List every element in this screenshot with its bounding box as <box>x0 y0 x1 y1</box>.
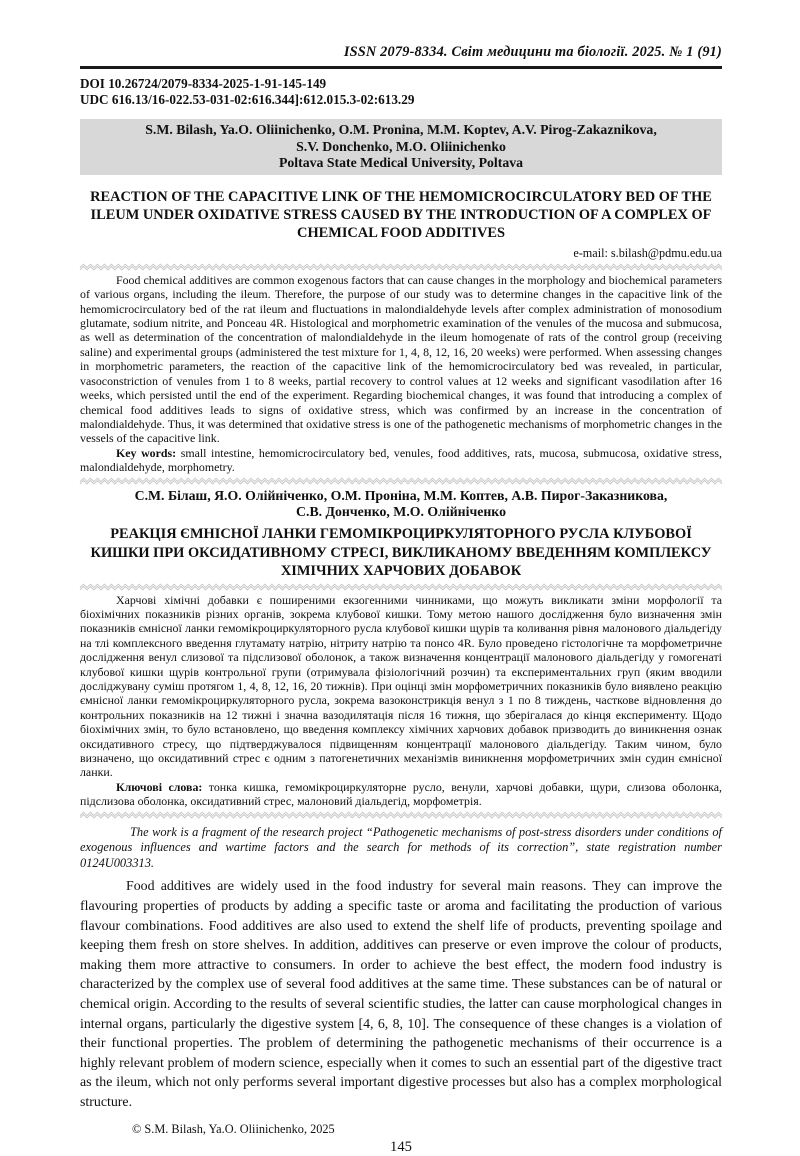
body-paragraph: Food additives are widely used in the food industry for several main reasons. They can improve the flavouring properties of products by adding a specific taste or aroma and facilitating the production of various flavour combinations. Food additives are also used to extend the shelf life of products, preventing spoilage and keeping them fresh on store shelves. In addition, additives can preserve or even improve the colour of products, making them more attractive to consumers. In order to achieve the best effect, the modern food industry is characterized by the complex use of several food additives at the same time. These substances can be of natural or chemical origin. According to the results of several scientific studies, the latter can cause morphological changes in internal organs, particularly the digestive system [4, 6, 8, 10]. The consequence of these changes is a violation of their functional properties. The problem of determining the pathogenetic mechanisms of their occurrence is a highly relevant problem of modern science, especially when it comes to such an essential part of the digestive tract as the ileum, which not only performs several important digestive processes but also has a complex morphological structure. <box>80 879 722 1110</box>
authors-ua-line1: С.М. Білаш, Я.О. Олійніченко, О.М. Проніна, М.М. Коптев, А.В. Пирог-Заказникова, <box>134 487 668 503</box>
article-title-ua: РЕАКЦІЯ ЄМНІСНОЇ ЛАНКИ ГЕМОМІКРОЦИРКУЛЯТОРНОГО РУСЛА КЛУБОВОЇ КИШКИ ПРИ ОКСИДАТИВНОМУ СТРЕСІ, ВИКЛИКАНОМУ ВВЕДЕННЯМ КОМПЛЕКСУ ХІМІЧНИХ ХАРЧОВИХ ДОБАВОК <box>90 526 712 580</box>
keywords-label-en: Key words: <box>116 445 177 460</box>
zigzag-divider <box>80 477 722 485</box>
page-number: 145 <box>390 1138 412 1155</box>
page-footer <box>80 1122 722 1156</box>
authors-block-en <box>80 119 722 174</box>
zigzag-divider <box>80 583 722 591</box>
copyright-line: © S.M. Bilash, Ya.O. Oliinichenko, 2025 <box>132 1121 335 1136</box>
abstract-ua: Харчові хімічні добавки є поширеними екзогенними чинниками, що можуть викликати зміни морфології та біохімічних показників різних органів, зокрема клубової кишки. Тому метою нашого дослідження було визначення змін показників ємнісної ланки гемомікроциркуляторного русла клубової кишки щурів та коливання рівня малонового діальдегіду на тлі комплексного введення глутамату натрію, нітриту натрію та понсо 4R. Було проведено гістологічне та морфометричне дослідження венул слизової та підслизової оболонок, а також визначення концентрації малонового діальдегіду у гомогенаті клубової кишки щурів контрольної групи (отримувала фізіологічний розчин) та експериментальних груп (яким вводили досліджувану суміш протягом 1, 4, 8, 12, 16, 20 тижнів). При оцінці змін морфометричних показників було виявлено реакцію ємнісної ланки гемомікроциркуляторного русла, зокрема вазоконстрикція венул з 1 по 8 тиждень, часткове відновлення до контрольних показників на 12 тижні і значна вазодилятація після 16 тижня, що зберігалася до кінця експерименту. Щодо біохімічних змін, то було встановлено, що введення комплексу хімічних харчових добавок призводить до виникнення ознак оксидативного стресу, що підтверджувалося підвищенням концентрації малонового діальдегіду. Таким чином, було визначено, що оксидативний стрес є одним з патогенетичних механізмів виникнення морфометричних змін судин ємнісної ланки. <box>80 592 722 780</box>
journal-header: ISSN 2079-8334. Світ медицини та біології. 2025. № 1 (91) <box>80 44 722 69</box>
authors-ua-line2: С.В. Донченко, М.О. Олійніченко <box>296 503 506 519</box>
udc-line: UDC 616.13/16-022.53-031-02:616.344]:612.015.3-02:613.29 <box>80 92 415 108</box>
article-title-en: REACTION OF THE CAPACITIVE LINK OF THE HEMOMICROCIRCULATORY BED OF THE ILEUM UNDER OXIDATIVE STRESS CAUSED BY THE INTRODUCTION OF A COMPLEX OF CHEMICAL FOOD ADDITIVES <box>90 188 712 242</box>
abstract-en: Food chemical additives are common exogenous factors that can cause changes in the morphology and biochemical parameters of various organs, including the ileum. Therefore, the purpose of our study was to determine changes in the capacitive link of the hemomicrocirculatory bed of the rat ileum and fluctuations in malondialdehyde levels after complex administration of monosodium glutamate, sodium nitrite, and Ponceau 4R. Histological and morphometric examination of the venules of the mucosa and submucosa, as well as determination of the concentration of malondialdehyde in the ileum homogenate of rats of the control group (receiving saline) and experimental groups (administered the test mixture for 1, 4, 8, 12, 16, 20 weeks) were performed. When assessing changes in morphometric parameters, the reaction of the capacitive link of the hemomicrocirculatory bed was revealed, in particular, vasoconstriction of venules from 1 to 8 weeks, partial recovery to control values at 12 weeks and significant vasodilation after 16 weeks, which persisted until the end of the experiment. Regarding biochemical changes, it was found that introducing a complex of chemical food additives leads to signs of oxidative stress, which was confirmed by an increase in the concentration of malondialdehyde. Thus, it was determined that oxidative stress is one of the pathogenetic mechanisms of morphometric changes in the vessels of the capacitive link. <box>80 272 722 446</box>
zigzag-divider <box>80 811 722 819</box>
email-line: e-mail: s.bilash@pdmu.edu.ua <box>573 245 722 260</box>
affiliation-en: Poltava State Medical University, Poltava <box>278 155 524 171</box>
doi-udc-block <box>80 76 722 108</box>
authors-block-ua <box>80 488 722 521</box>
doi-line: DOI 10.26724/2079-8334-2025-1-91-145-149 <box>80 76 327 91</box>
keywords-ua <box>80 780 722 809</box>
keywords-label-ua: Ключові слова: <box>116 779 203 794</box>
authors-en-line1: S.M. Bilash, Ya.O. Oliinichenko, O.M. Pronina, M.M. Koptev, A.V. Pirog-Zakaznikova, <box>145 122 657 138</box>
abstract-block-ua <box>80 593 722 809</box>
abstract-block-en <box>80 273 722 475</box>
keywords-text-en: small intestine, hemomicrocirculatory bed, venules, food additives, rats, mucosa, submucosa, oxidative stress, malondialdehyde, morphometry. <box>80 445 722 475</box>
project-note: The work is a fragment of the research project “Pathogenetic mechanisms of post-stress disorders under conditions of exogenous influences and wartime factors and the search for methods of its correction”, state registration number 0124U003313. <box>80 824 722 870</box>
keywords-text-ua: тонка кишка, гемомікроциркуляторне русло, венули, харчові добавки, щури, слизова оболонка, підслизова оболонка, оксидативний стрес, малоновий діальдегід, морфометрія. <box>80 779 722 809</box>
authors-en-line2: S.V. Donchenko, M.O. Oliinichenko <box>296 138 506 154</box>
zigzag-divider <box>80 263 722 271</box>
keywords-en <box>80 446 722 475</box>
